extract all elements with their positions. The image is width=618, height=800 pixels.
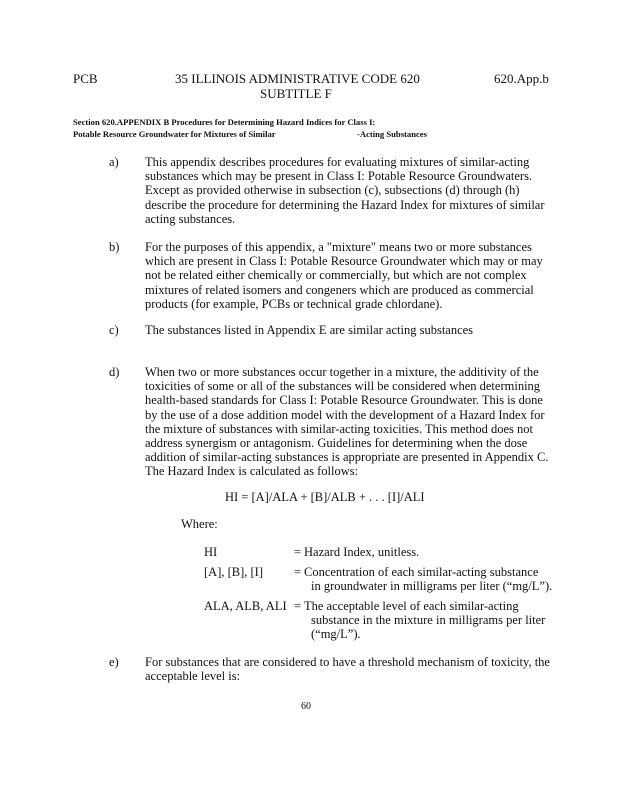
text-line: Except as provided otherwise in subsection (c), subsections (d) through (h)	[145, 183, 520, 198]
text-line: The Hazard Index is calculated as follows:	[145, 464, 359, 479]
paragraph-label: d)	[109, 365, 120, 379]
text-line: mixtures of related isomers and congeners which are produced as commercial	[145, 282, 534, 297]
where-label: Where:	[181, 517, 218, 531]
paragraph-label: b)	[109, 240, 120, 254]
text-line: substances which may be present in Class I: Potable Resource Groundwaters.	[145, 169, 533, 184]
paragraph-text	[145, 365, 585, 479]
text-line: This appendix describes procedures for evaluating mixtures of similar-acting	[145, 155, 530, 169]
header-center-line1: 35 ILLINOIS ADMINISTRATIVE CODE 620	[175, 71, 420, 86]
text-line: by the use of a dose addition model with the development of a Hazard Index for	[145, 407, 545, 422]
definition-text: Hazard Index, unitless.	[304, 545, 420, 559]
text-line: acting substances.	[145, 211, 236, 226]
paragraph-text	[145, 655, 585, 683]
paragraph-text	[145, 323, 585, 337]
text-line: which are present in Class I: Potable Resource Groundwater which may or may	[145, 254, 543, 269]
text-line: For the purposes of this appendix, a "mixture" means two or more substances	[145, 240, 532, 254]
page-number: 60	[301, 701, 311, 712]
definition-equals: =	[294, 599, 302, 613]
definition-text: (“mg/L”).	[311, 627, 361, 641]
text-line: products (for example, PCBs or technical grade chlordane).	[145, 296, 443, 311]
text-line: addition of similar-acting substances is appropriate are presented in Appendix C.	[145, 450, 549, 465]
text-line: When two or more substances occur together in a mixture, the additivity of the	[145, 365, 539, 379]
text-line: not be related either chemically or commercially, but which are not complex	[145, 268, 527, 283]
definition-text: substance in the mixture in milligrams per liter	[311, 613, 546, 627]
definition-equals: =	[294, 545, 302, 559]
text-line: For substances that are considered to have a threshold mechanism of toxicity, the	[145, 655, 550, 669]
definition-text: Concentration of each similar-acting substance	[304, 565, 539, 579]
paragraph-label: c)	[109, 323, 119, 337]
definition-text: The acceptable level of each similar-acting	[304, 599, 519, 613]
paragraph-text	[145, 240, 585, 311]
text-line: toxicities of some or all of the substances will be considered when determining	[145, 379, 541, 394]
definition-text: in groundwater in milligrams per liter (“mg/L”).	[311, 579, 553, 593]
paragraph-label: e)	[109, 655, 119, 669]
text-line: the mixture of substances with similar-acting toxicities. This method does not	[145, 421, 533, 436]
text-line: health-based standards for Class I: Potable Resource Groundwater. This is done	[145, 393, 543, 408]
text-line: address synergism or antagonism. Guidelines for determining when the dose	[145, 436, 528, 451]
definition-term-acceptable-level: ALA, ALB, ALI	[204, 599, 287, 613]
text-line: acceptable level is:	[145, 669, 241, 684]
section-title-line2-left: Potable Resource Groundwater for Mixtures of Similar	[73, 129, 276, 139]
section-title-line2-right: -Acting Substances	[357, 129, 427, 139]
hazard-index-formula: HI = [A]/ALA + [B]/ALB + . . . [I]/ALI	[225, 490, 425, 504]
definition-term-hi: HI	[204, 545, 218, 559]
paragraph-label: a)	[109, 155, 119, 169]
paragraph-text	[145, 155, 585, 226]
definition-term-concentration: [A], [B], [I]	[204, 565, 264, 579]
definition-equals: =	[294, 565, 302, 579]
header-right: 620.App.b	[494, 71, 549, 86]
text-line: describe the procedure for determining the Hazard Index for mixtures of similar	[145, 197, 545, 212]
text-line: The substances listed in Appendix E are similar acting substances	[145, 323, 474, 337]
header-center-line2: SUBTITLE F	[260, 86, 332, 101]
section-title-line1: Section 620.APPENDIX B Procedures for Determining Hazard Indices for Class I:	[73, 117, 376, 127]
header-left: PCB	[73, 71, 98, 86]
